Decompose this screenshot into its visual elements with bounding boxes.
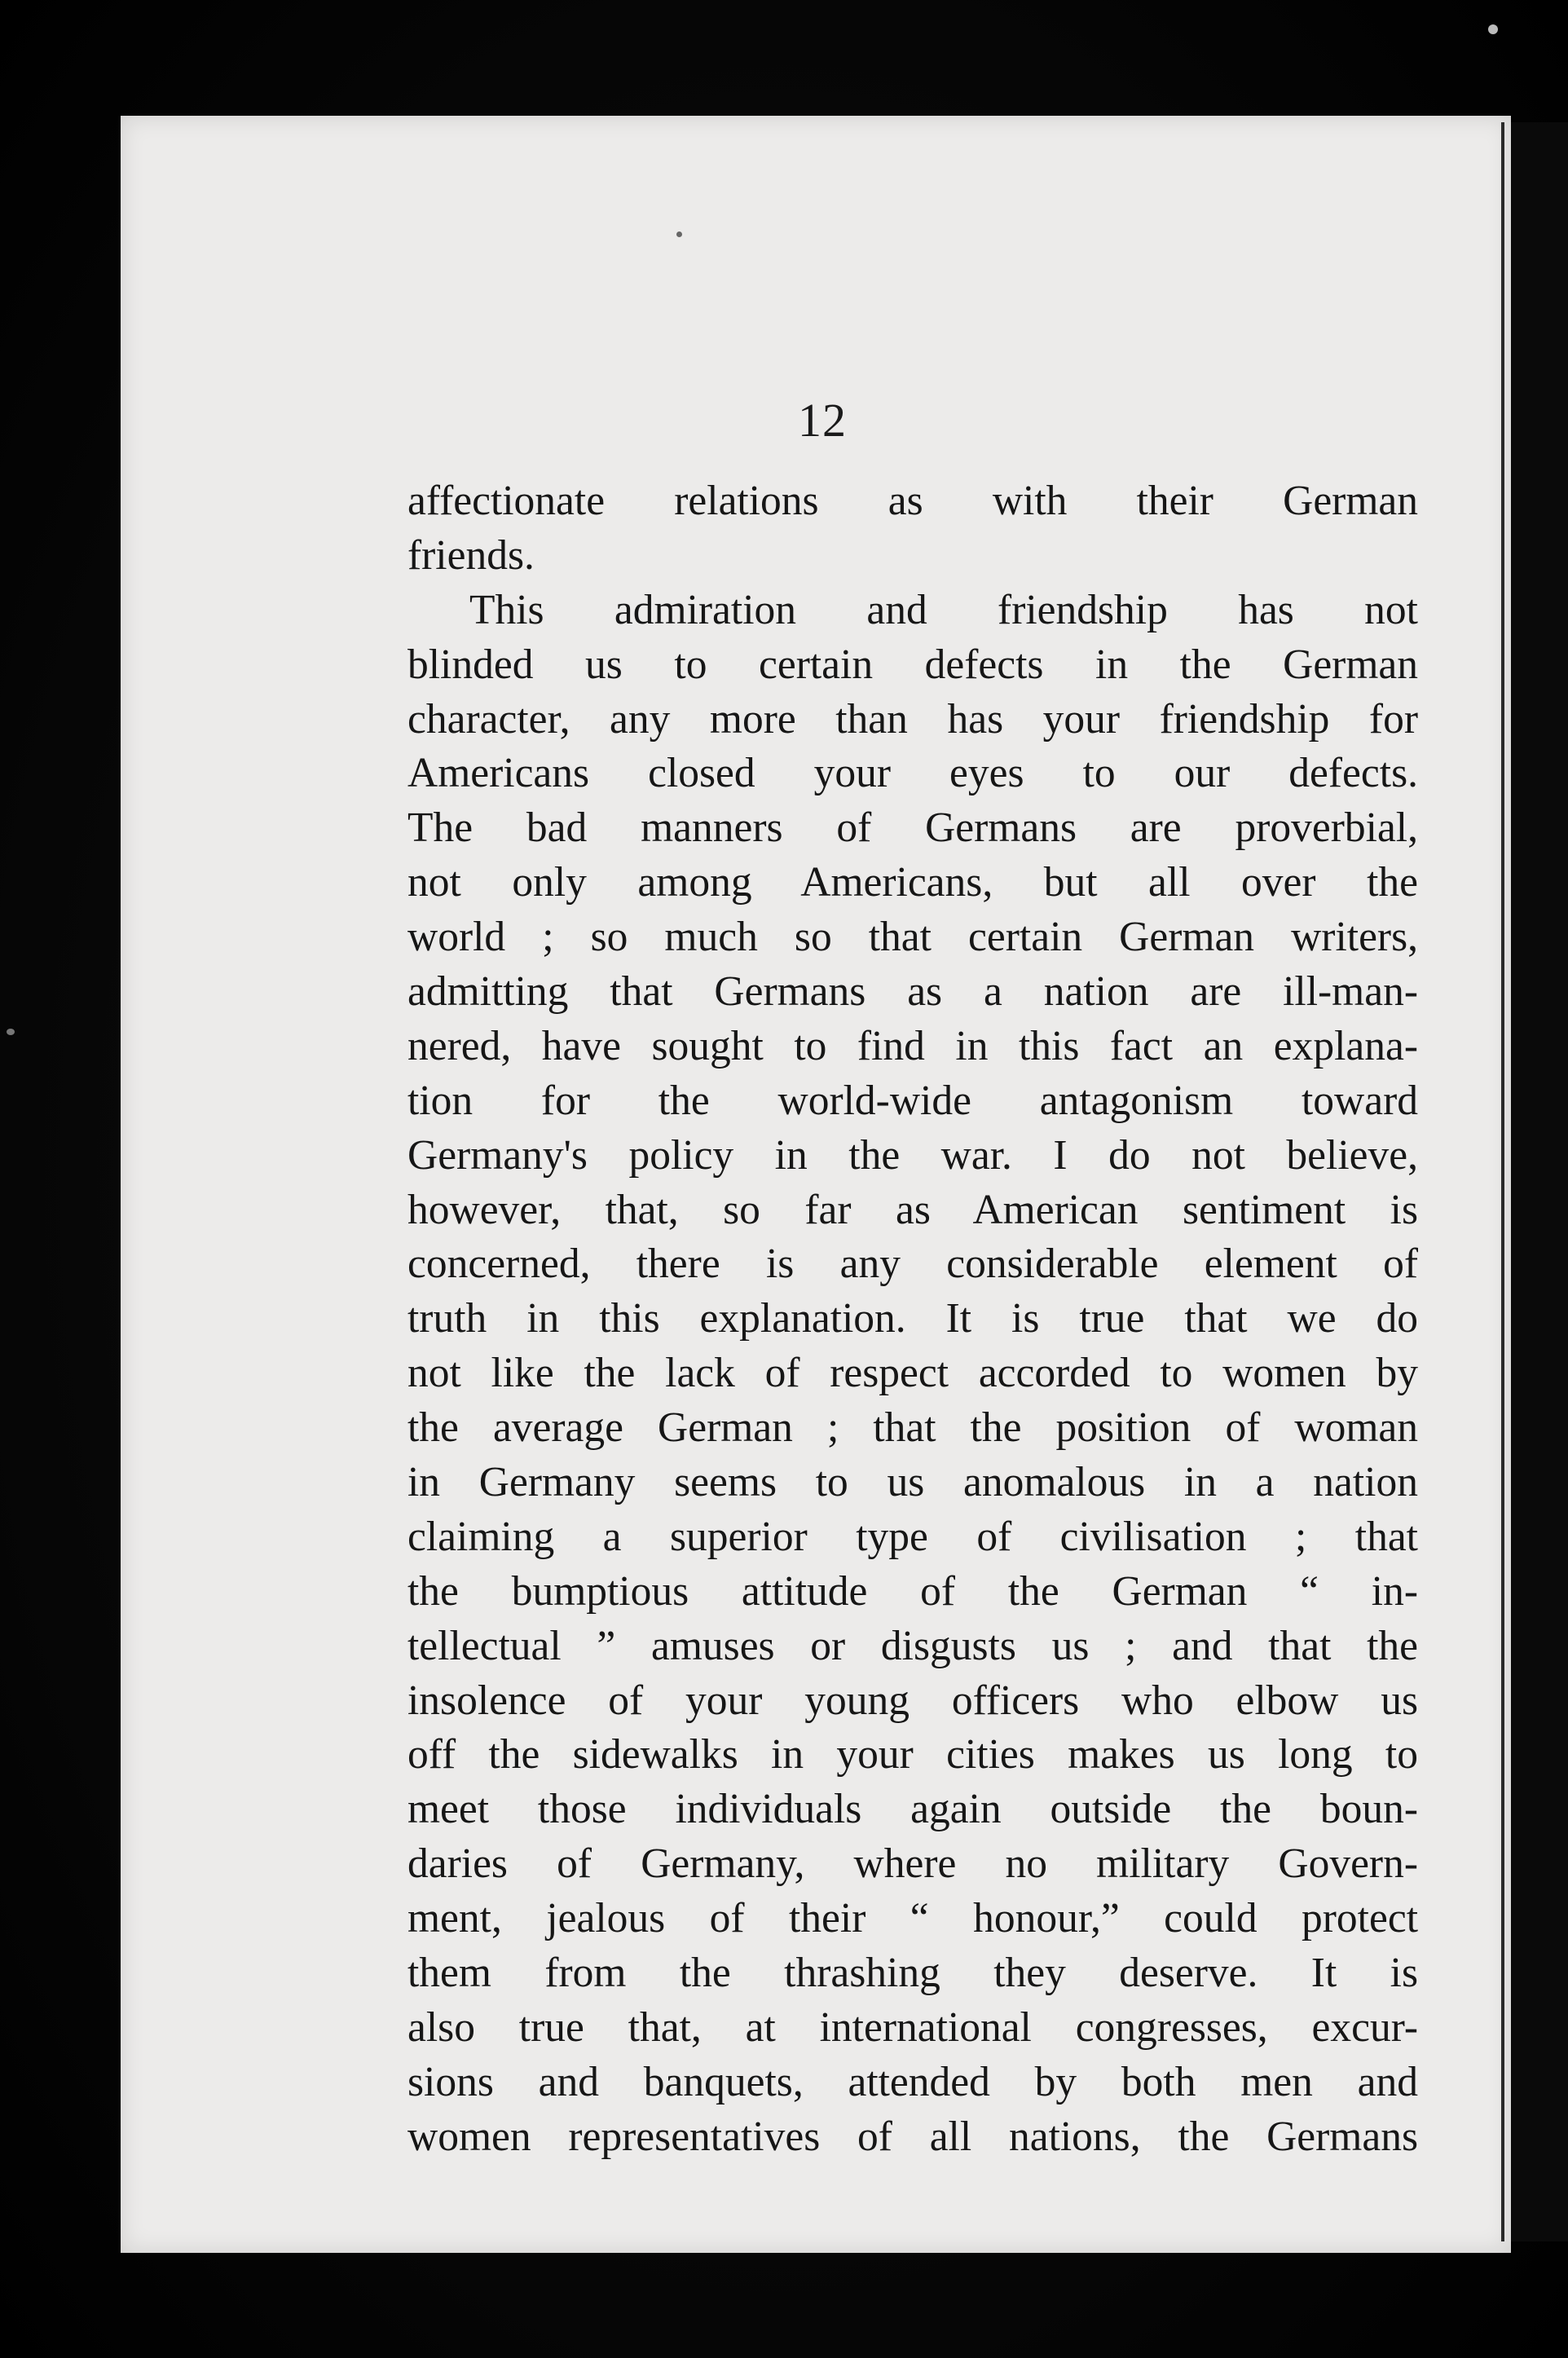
scan-speck <box>7 1029 15 1035</box>
text-line: tion for the world-wide antagonism toward <box>407 1077 1418 1124</box>
text-line: women representatives of all nations, the Germans <box>407 2113 1418 2160</box>
text-line: Americans closed your eyes to our defects. <box>407 750 1418 797</box>
text-line: claiming a superior type of civilisation ; that <box>407 1513 1418 1560</box>
page-edge-shadow <box>1501 122 1504 2241</box>
text-line: however, that, so far as American sentiment is <box>407 1186 1418 1233</box>
text-line: The bad manners of Germans are proverbial, <box>407 804 1418 852</box>
text-line: not like the lack of respect accorded to women by <box>407 1350 1418 1397</box>
text-line: daries of Germany, where no military Govern- <box>407 1840 1418 1888</box>
text-line: also true that, at international congresses, excur- <box>407 2003 1418 2051</box>
text-line: meet those individuals again outside the boun- <box>407 1786 1418 1833</box>
text-line: concerned, there is any considerable element of <box>407 1241 1418 1288</box>
text-line: insolence of your young officers who elbow us <box>407 1677 1418 1724</box>
facing-page-strip <box>1511 122 1568 2241</box>
text-line: character, any more than has your friendship for <box>407 695 1418 743</box>
text-line: This admiration and friendship has not <box>469 586 1418 633</box>
scan-speck <box>676 231 682 237</box>
book-page <box>121 116 1511 2253</box>
text-line: in Germany seems to us anomalous in a nation <box>407 1459 1418 1506</box>
text-line: the average German ; that the position of woman <box>407 1404 1418 1452</box>
text-line: ment, jealous of their “ honour,” could protect <box>407 1895 1418 1942</box>
text-line: Germany's policy in the war. I do not believe, <box>407 1131 1418 1179</box>
text-line: off the sidewalks in your cities makes us long to <box>407 1731 1418 1778</box>
scan-speck <box>1488 24 1498 34</box>
body-text <box>407 474 1418 2202</box>
text-line: friends. <box>407 531 535 579</box>
text-line: blinded us to certain defects in the German <box>407 641 1418 688</box>
text-line: them from the thrashing they deserve. It is <box>407 1950 1418 1997</box>
text-line: sions and banquets, attended by both men and <box>407 2058 1418 2105</box>
text-line: not only among Americans, but all over the <box>407 859 1418 906</box>
text-line: world ; so much so that certain German writers, <box>407 914 1418 961</box>
text-line: affectionate relations as with their German <box>407 478 1418 524</box>
text-line: the bumptious attitude of the German “ in- <box>407 1567 1418 1615</box>
text-line: admitting that Germans as a nation are ill-man- <box>407 968 1418 1016</box>
text-line: truth in this explanation. It is true that we do <box>407 1295 1418 1342</box>
text-line: nered, have sought to find in this fact an explana- <box>407 1022 1418 1069</box>
text-line: tellectual ” amuses or disgusts us ; and that the <box>407 1622 1418 1669</box>
page-number: 12 <box>798 394 847 447</box>
